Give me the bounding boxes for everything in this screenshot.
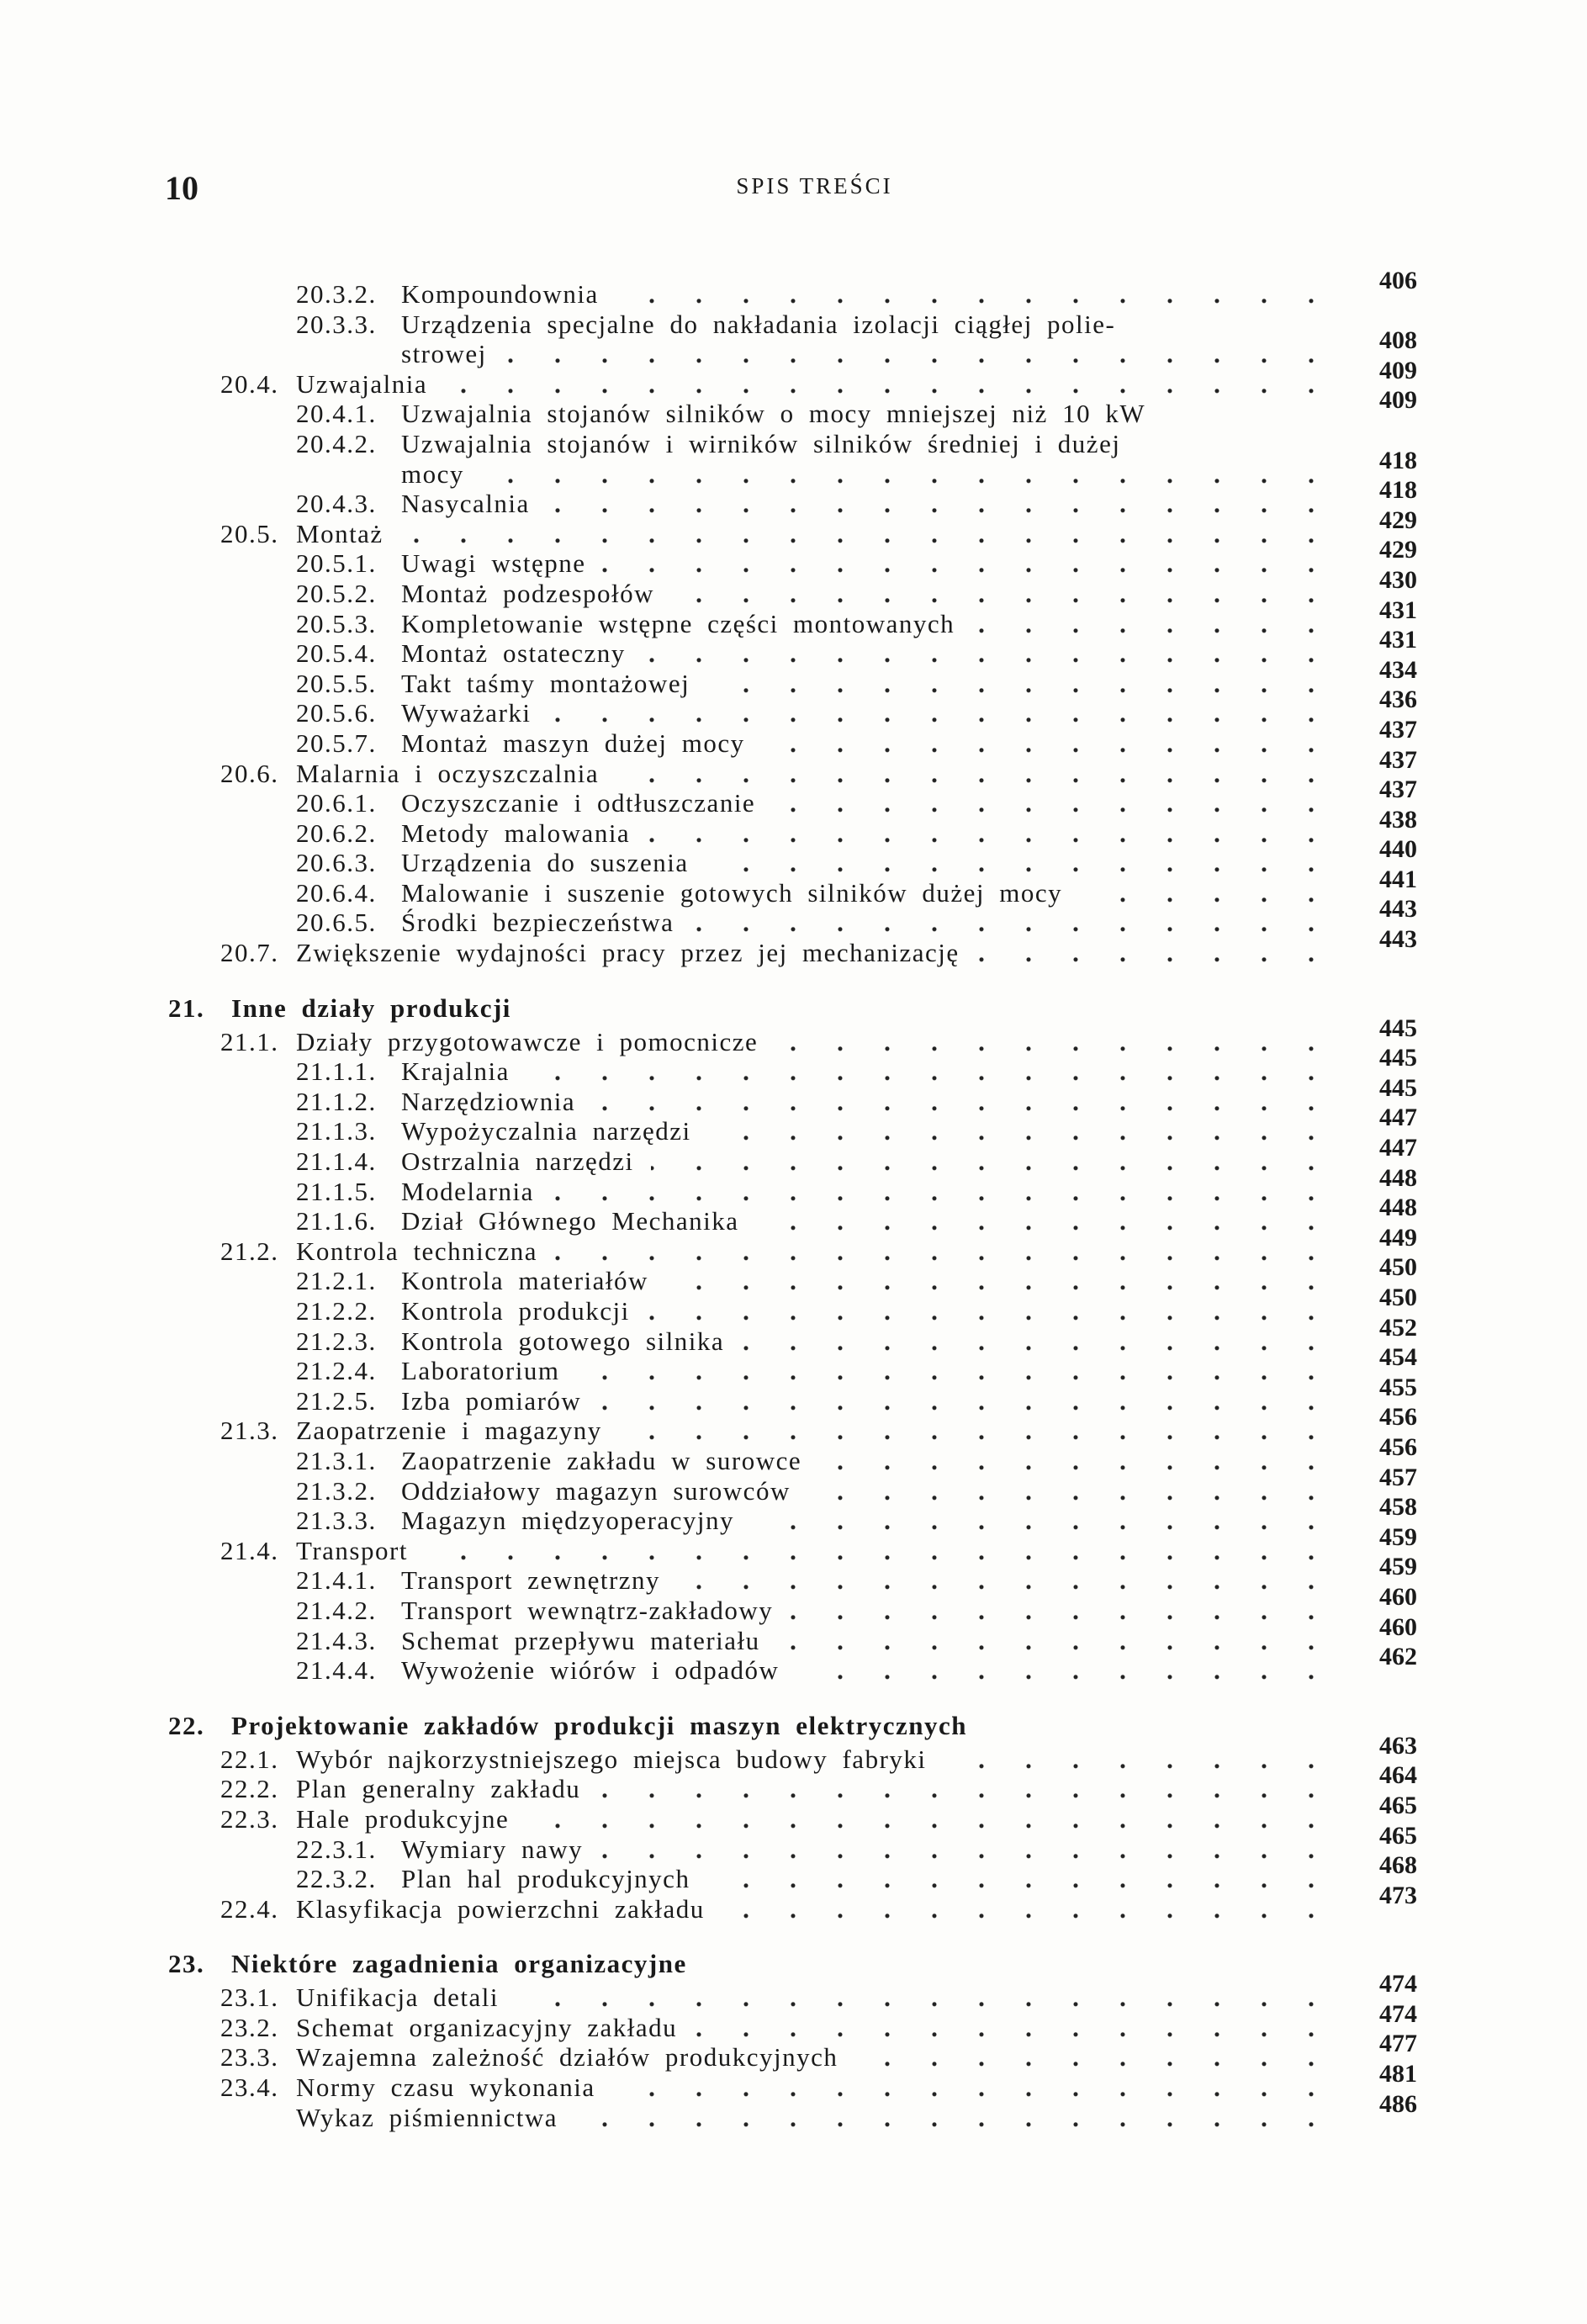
toc-entry [0, 1970, 1587, 2013]
entry-number: 21.2.1. [296, 1266, 377, 1296]
dot-leader [677, 1565, 1335, 1596]
toc-entry [0, 1643, 1587, 1686]
entry-page: 477 [1379, 2030, 1417, 2058]
toc-entry [0, 805, 1587, 849]
chapter-title: Inne działy produkcji [231, 993, 511, 1023]
toc-entry [0, 506, 1587, 549]
toc-entry [0, 1432, 1587, 1476]
toc-entry [0, 476, 1587, 519]
entry-page: 473 [1379, 1881, 1417, 1909]
entry-number: 23.1. [220, 1983, 279, 2013]
entry-number: 21.1.1. [296, 1056, 377, 1087]
toc-entry [0, 776, 1587, 818]
entry-number: 21.4.1. [296, 1565, 377, 1596]
entry-number: 23.3. [220, 2042, 279, 2073]
entry-page: 460 [1379, 1582, 1417, 1611]
toc-entry [0, 1403, 1587, 1446]
entry-title: Izba pomiarów [401, 1385, 582, 1416]
entry-title: Kontrola produkcji [401, 1296, 630, 1326]
toc-entry [0, 1044, 1587, 1087]
toc-entry [0, 1881, 1587, 1924]
toc-entry [0, 565, 1587, 609]
dot-leader [1079, 878, 1335, 908]
toc-entry [0, 1493, 1587, 1536]
entry-page: 458 [1379, 1493, 1417, 1522]
entry-number: 22.2. [220, 1774, 279, 1804]
entry-title: Montaż ostateczny [401, 638, 626, 669]
dot-leader [665, 1266, 1335, 1296]
entry-number: 21.3.3. [296, 1506, 377, 1536]
entry-page: 465 [1379, 1821, 1417, 1850]
entry-number: 21.4.2. [296, 1595, 377, 1625]
toc-entry [0, 386, 1587, 429]
dot-leader [647, 1296, 1335, 1326]
dot-leader [616, 759, 1335, 789]
entry-number: 20.6.4. [296, 877, 377, 908]
dot-leader [651, 1146, 1335, 1177]
dot-leader [818, 1446, 1335, 1476]
entry-title: Urządzenia specjalne do nakładania izolacji ciągłej polie- [401, 309, 1116, 339]
dot-leader [551, 1177, 1335, 1207]
entry-title: strowej [401, 339, 487, 369]
entry-number: 20.6. [220, 758, 279, 788]
dot-leader [775, 1027, 1335, 1057]
entry-number: 21.1. [220, 1026, 279, 1056]
entry-number: 21.2.3. [296, 1326, 377, 1356]
toc-entry [0, 835, 1587, 878]
entry-title: Metody malowania [401, 818, 631, 848]
entry-title: Kontrola gotowego silnika [401, 1326, 725, 1356]
toc-entry [0, 1313, 1587, 1357]
entry-page: 459 [1379, 1553, 1417, 1581]
entry-title: Urządzenia do suszenia [401, 848, 689, 878]
entry-page: 447 [1379, 1134, 1417, 1162]
toc-entry [0, 865, 1587, 908]
entry-page: 452 [1379, 1313, 1417, 1342]
dot-leader [516, 1983, 1335, 2013]
toc-entry [0, 1163, 1587, 1207]
dot-leader [602, 548, 1335, 579]
toc-entry [0, 1553, 1587, 1596]
toc-entry [0, 536, 1587, 579]
entry-title: Kompoundownia [401, 279, 599, 309]
entry-title: Wyważarki [401, 698, 532, 728]
entry-page: 418 [1379, 476, 1417, 505]
dot-leader [777, 1626, 1335, 1656]
entry-number: 20.4.1. [296, 399, 377, 429]
toc-entry [0, 1073, 1587, 1117]
toc-entry [0, 2089, 1587, 2133]
entry-number: 20.6.3. [296, 848, 377, 878]
entry-page: 430 [1379, 565, 1417, 594]
chapter-number: 23. [168, 1949, 205, 1979]
toc-entry [0, 1223, 1587, 1267]
entry-page: 431 [1379, 596, 1417, 624]
dot-leader [706, 848, 1335, 878]
entry-number: 21.4.4. [296, 1655, 377, 1686]
dot-leader [772, 788, 1335, 818]
chapter-heading [0, 1945, 1587, 1983]
toc-entry [0, 1104, 1587, 1146]
entry-title: Wybór najkorzystniejszego miejsca budowy fabryki [296, 1744, 927, 1774]
entry-page: 441 [1379, 865, 1417, 893]
toc-entry [0, 686, 1587, 728]
toc-entry [0, 1284, 1587, 1326]
toc-entry [0, 1761, 1587, 1804]
dot-leader [971, 609, 1335, 639]
entry-title: Krajalnia [401, 1056, 510, 1087]
dot-leader [526, 1804, 1335, 1834]
toc-entry [0, 596, 1587, 639]
entry-title: Zaopatrzenie i magazyny [296, 1416, 602, 1446]
dot-leader [694, 2013, 1335, 2043]
toc-entry [0, 356, 1587, 400]
entry-page: 460 [1379, 1612, 1417, 1641]
entry-title: Malarnia i oczyszczalnia [296, 758, 600, 788]
entry-title: mocy [401, 458, 464, 489]
toc-entry [0, 2060, 1587, 2103]
entry-page: 455 [1379, 1373, 1417, 1401]
dot-leader [574, 2103, 1335, 2133]
entry-title: Uzwajalnia stojanów silników o mocy mniejszej niż 10 kW [401, 399, 1146, 429]
entry-number: 21.4.3. [296, 1625, 377, 1655]
entry-title: Uzwajalnia stojanów i wirników silników średniej i dużej [401, 428, 1121, 458]
running-head: SPIS TREŚCI [736, 173, 893, 199]
chapter-heading [0, 1707, 1587, 1744]
entry-number: 20.5.7. [296, 728, 377, 758]
toc-entry [0, 2030, 1587, 2073]
entry-page: 456 [1379, 1432, 1417, 1461]
toc-entry [0, 1373, 1587, 1416]
toc-entry [0, 1731, 1587, 1775]
toc-entry [0, 1253, 1587, 1296]
toc-entry [0, 1194, 1587, 1236]
entry-number: 20.5.3. [296, 608, 377, 638]
entry-page: 409 [1379, 356, 1417, 384]
entry-title: Działy przygotowawcze i pomocnicze [296, 1026, 759, 1056]
entry-page: 431 [1379, 626, 1417, 654]
entry-page: 445 [1379, 1044, 1417, 1072]
entry-page: 429 [1379, 536, 1417, 564]
entry-title: Transport zewnętrzny [401, 1565, 661, 1596]
toc-entry [0, 429, 1587, 459]
dot-leader [597, 1774, 1335, 1804]
entry-page: 474 [1379, 1970, 1417, 1998]
dot-leader [616, 279, 1335, 310]
entry-title: Montaż podzespołów [401, 578, 655, 608]
dot-leader [790, 1596, 1335, 1626]
toc-entry [0, 1522, 1587, 1566]
dot-leader [554, 1236, 1335, 1267]
entry-title: Wypożyczalnia narzędzi [401, 1116, 691, 1146]
dot-leader [976, 938, 1335, 968]
entry-page: 448 [1379, 1163, 1417, 1192]
entry-title: Schemat organizacyjny zakładu [296, 2012, 678, 2042]
dot-leader [751, 1506, 1335, 1536]
entry-page: 463 [1379, 1731, 1417, 1760]
entry-page: 418 [1379, 446, 1417, 474]
entry-title: Malowanie i suszenie gotowych silników dużej mocy [401, 877, 1063, 908]
entry-number: 22.1. [220, 1744, 279, 1774]
dot-leader [612, 2073, 1335, 2103]
entry-number: 21.2. [220, 1236, 279, 1266]
entry-title: Transport [296, 1535, 408, 1565]
entry-page: 445 [1379, 1014, 1417, 1042]
entry-number: 22.4. [220, 1893, 279, 1924]
toc-entry [0, 1134, 1587, 1177]
entry-number: 21.2.4. [296, 1356, 377, 1386]
toc-entry [0, 626, 1587, 669]
entry-title: Plan hal produkcyjnych [401, 1864, 690, 1894]
entry-page: 468 [1379, 1851, 1417, 1880]
entry-title: Plan generalny zakładu [296, 1774, 581, 1804]
chapter-heading [0, 990, 1587, 1027]
entry-title: Transport wewnątrz-zakładowy [401, 1595, 774, 1625]
dot-leader [600, 1834, 1335, 1865]
dot-leader [400, 519, 1335, 549]
entry-number: 20.6.1. [296, 788, 377, 818]
dot-leader [481, 459, 1335, 490]
toc-entry-continuation [0, 446, 1587, 490]
entry-page: 459 [1379, 1522, 1417, 1551]
entry-title: Wzajemna zależność działów produkcyjnych [296, 2042, 838, 2073]
entry-title: Uwagi wstępne [401, 548, 586, 579]
entry-page: 437 [1379, 776, 1417, 804]
entry-number: 21.1.5. [296, 1176, 377, 1206]
entry-title: Oddziałowy magazyn surowców [401, 1475, 791, 1506]
entry-title: Wymiary nawy [401, 1834, 584, 1864]
entry-title: Środki bezpieczeństwa [401, 908, 674, 938]
dot-leader [708, 1116, 1335, 1146]
entry-number: 21.3.1. [296, 1445, 377, 1475]
dot-leader [504, 339, 1335, 369]
entry-number: 20.5.4. [296, 638, 377, 669]
entry-page: 464 [1379, 1761, 1417, 1790]
entry-page: 438 [1379, 805, 1417, 834]
entry-number: 21.1.3. [296, 1116, 377, 1146]
dot-leader [706, 669, 1335, 699]
entry-number: 20.4.3. [296, 489, 377, 519]
toc-entry [0, 1999, 1587, 2043]
dot-leader [647, 818, 1335, 849]
entry-title: Kontrola techniczna [296, 1236, 537, 1266]
entry-page: 449 [1379, 1223, 1417, 1252]
table-of-contents [0, 267, 1587, 2132]
entry-page: 443 [1379, 895, 1417, 924]
entry-title: Modelarnia [401, 1176, 534, 1206]
entry-number: 20.5.2. [296, 578, 377, 608]
entry-number: 21.2.2. [296, 1296, 377, 1326]
entry-page: 429 [1379, 506, 1417, 534]
entry-page: 409 [1379, 386, 1417, 415]
toc-entry [0, 1612, 1587, 1656]
dot-leader [619, 1416, 1335, 1446]
entry-title: Oczyszczanie i odtłuszczanie [401, 788, 756, 818]
entry-number: 20.4.2. [296, 428, 377, 458]
entry-number: 21.4. [220, 1535, 279, 1565]
entry-title: Kontrola materiałów [401, 1266, 648, 1296]
entry-number: 21.1.4. [296, 1146, 377, 1177]
entry-page: 454 [1379, 1343, 1417, 1372]
chapter-title: Niektóre zagadnienia organizacyjne [231, 1949, 687, 1979]
dot-leader [854, 2042, 1335, 2073]
entry-title: Montaż [296, 518, 384, 548]
entry-number: 20.3.2. [296, 279, 377, 309]
entry-number: 20.5.6. [296, 698, 377, 728]
toc-entry [0, 1821, 1587, 1865]
entry-page: 447 [1379, 1104, 1417, 1132]
entry-title: Laboratorium [401, 1356, 560, 1386]
entry-title: Dział Głównego Mechanika [401, 1206, 739, 1236]
entry-title: Magazyn międzyoperacyjny [401, 1506, 735, 1536]
entry-page: 434 [1379, 655, 1417, 684]
dot-leader [598, 1386, 1335, 1416]
dot-leader [526, 1056, 1335, 1087]
entry-number: 20.5.5. [296, 668, 377, 698]
entry-page: 437 [1379, 715, 1417, 744]
entry-page: 486 [1379, 2089, 1417, 2118]
toc-entry [0, 925, 1587, 968]
entry-title: Schemat przepływu materiału [401, 1625, 760, 1655]
dot-leader [706, 1864, 1335, 1894]
toc-entry [0, 1582, 1587, 1626]
toc-entry [0, 895, 1587, 938]
dot-leader [444, 369, 1335, 400]
entry-number: 22.3.1. [296, 1834, 377, 1864]
toc-entry [0, 267, 1587, 310]
toc-entry [0, 310, 1587, 340]
dot-leader [547, 489, 1335, 519]
entry-title: Wywożenie wiórów i odpadów [401, 1655, 780, 1686]
entry-number: 23.2. [220, 2012, 279, 2042]
dot-leader [592, 1087, 1335, 1117]
entry-number: 20.7. [220, 938, 279, 968]
entry-page: 448 [1379, 1194, 1417, 1222]
chapter-number: 21. [168, 993, 205, 1023]
entry-number: 20.3.3. [296, 309, 377, 339]
entry-title: Narzędziownia [401, 1086, 576, 1116]
entry-number: 21.3.2. [296, 1475, 377, 1506]
entry-number: 20.4. [220, 368, 279, 399]
entry-page: 445 [1379, 1073, 1417, 1102]
dot-leader [548, 698, 1335, 728]
entry-page: 474 [1379, 1999, 1417, 2028]
entry-page: 437 [1379, 745, 1417, 774]
entry-title: Nasycalnia [401, 489, 530, 519]
chapter-number: 22. [168, 1710, 205, 1740]
entry-page: 450 [1379, 1253, 1417, 1282]
toc-entry [0, 1463, 1587, 1506]
dot-leader [425, 1536, 1335, 1566]
entry-page: 462 [1379, 1643, 1417, 1671]
dot-leader [756, 1206, 1335, 1236]
entry-page: 443 [1379, 925, 1417, 954]
entry-number: 21.3. [220, 1416, 279, 1446]
chapter-title: Projektowanie zakładów produkcji maszyn elektrycznych [231, 1710, 967, 1740]
dot-leader [741, 1326, 1335, 1357]
toc-entry [0, 745, 1587, 789]
entry-page: 436 [1379, 686, 1417, 714]
dot-leader [722, 1894, 1335, 1924]
entry-number: 21.1.6. [296, 1206, 377, 1236]
toc-entry [0, 1851, 1587, 1894]
page-number: 10 [165, 169, 198, 207]
dot-leader [796, 1655, 1335, 1686]
entry-number: 23.4. [220, 2073, 279, 2103]
entry-page: 408 [1379, 326, 1417, 355]
entry-page: 456 [1379, 1403, 1417, 1432]
entry-number: 20.6.5. [296, 908, 377, 938]
toc-entry [0, 715, 1587, 759]
entry-page: 406 [1379, 267, 1417, 294]
entry-page: 450 [1379, 1284, 1417, 1311]
dot-leader [643, 638, 1335, 669]
entry-page: 457 [1379, 1463, 1417, 1491]
entry-number: 22.3. [220, 1803, 279, 1834]
entry-title: Kompletowanie wstępne części montowanych [401, 608, 955, 638]
toc-entry [0, 1014, 1587, 1057]
entry-title: Takt taśmy montażowej [401, 668, 690, 698]
entry-title: Ostrzalnia narzędzi [401, 1146, 634, 1177]
toc-entry [0, 1343, 1587, 1386]
entry-title: Zwiększenie wydajności pracy przez jej mechanizację [296, 938, 960, 968]
dot-leader [762, 728, 1335, 759]
entry-page: 481 [1379, 2060, 1417, 2088]
entry-page: 465 [1379, 1791, 1417, 1819]
entry-number: 22.3.2. [296, 1864, 377, 1894]
entry-page: 440 [1379, 835, 1417, 864]
dot-leader [690, 908, 1335, 938]
toc-entry [0, 1791, 1587, 1834]
toc-entry-continuation [0, 326, 1587, 369]
dot-leader [671, 579, 1335, 609]
entry-title: Klasyfikacja powierzchni zakładu [296, 1893, 705, 1924]
entry-number: 20.5.1. [296, 548, 377, 579]
entry-title: Wykaz piśmiennictwa [296, 2102, 558, 2132]
entry-title: Normy czasu wykonania [296, 2073, 595, 2103]
entry-title: Uzwajalnia [296, 368, 428, 399]
entry-title: Montaż maszyn dużej mocy [401, 728, 745, 758]
entry-title: Zaopatrzenie zakładu w surowce [401, 1445, 802, 1475]
entry-number: 20.6.2. [296, 818, 377, 848]
entry-number: 21.1.2. [296, 1086, 377, 1116]
dot-leader [576, 1356, 1335, 1386]
entry-number: 20.5. [220, 518, 279, 548]
entry-title: Unifikacja detali [296, 1983, 499, 2013]
entry-title: Hale produkcyjne [296, 1803, 510, 1834]
toc-entry [0, 655, 1587, 699]
dot-leader [807, 1476, 1335, 1506]
entry-number: 21.2.5. [296, 1385, 377, 1416]
dot-leader [944, 1744, 1335, 1775]
